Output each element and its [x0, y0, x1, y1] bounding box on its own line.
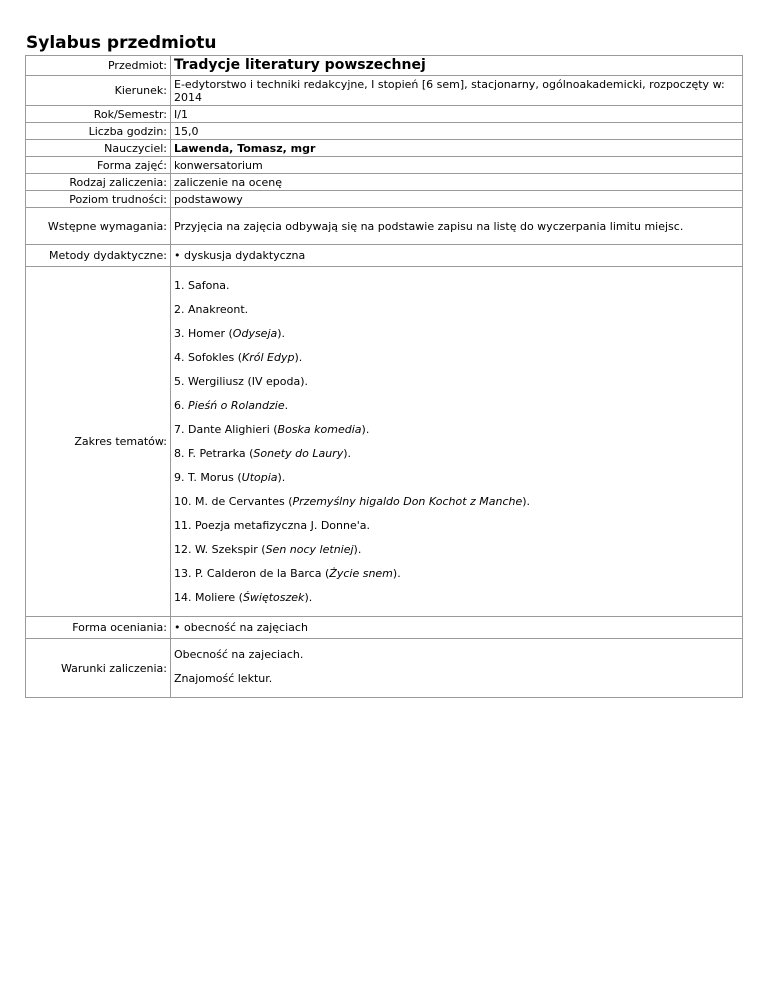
- value-nauczyciel: Lawenda, Tomasz, mgr: [171, 140, 743, 157]
- row-rodzaj: [26, 174, 743, 191]
- topic-suffix: .: [284, 399, 289, 412]
- topic-title: Odyseja: [232, 327, 278, 340]
- topic-text: 7. Dante Alighieri (: [174, 423, 278, 436]
- topic-title: Król Edyp: [242, 351, 295, 364]
- topic-text: 5. Wergiliusz (IV epoda).: [174, 375, 308, 388]
- topic-text: 14. Moliere (: [174, 591, 243, 604]
- topic-suffix: ).: [294, 351, 303, 364]
- topic-item: [174, 346, 739, 370]
- value-metody: [171, 245, 743, 267]
- subject-name: Tradycje literatury powszechnej: [171, 56, 743, 76]
- topics-list: [171, 267, 743, 617]
- row-forma: [26, 157, 743, 174]
- topic-item: [174, 442, 739, 466]
- label-przedmiot: Przedmiot:: [26, 56, 171, 76]
- value-poziom: podstawowy: [171, 191, 743, 208]
- row-warunki: [26, 639, 743, 698]
- label-godziny: Liczba godzin:: [26, 123, 171, 140]
- topic-text: 2. Anakreont.: [174, 303, 249, 316]
- topic-title: Życie snem: [329, 567, 393, 580]
- topic-suffix: ).: [343, 447, 352, 460]
- row-metody: [26, 245, 743, 267]
- topic-text: 12. W. Szekspir (: [174, 543, 266, 556]
- topic-suffix: ).: [361, 423, 370, 436]
- syllabus-table: [25, 55, 743, 698]
- topic-suffix: ).: [304, 591, 313, 604]
- topic-suffix: ).: [522, 495, 531, 508]
- row-zakres: [26, 267, 743, 617]
- label-nauczyciel: Nauczyciel:: [26, 140, 171, 157]
- value-godziny: 15,0: [171, 123, 743, 140]
- row-nauczyciel: [26, 140, 743, 157]
- topic-title: Pieśń o Rolandzie: [188, 399, 285, 412]
- topic-text: 10. M. de Cervantes (: [174, 495, 293, 508]
- row-wymagania: [26, 208, 743, 245]
- value-rodzaj: zaliczenie na ocenę: [171, 174, 743, 191]
- topic-suffix: ).: [277, 471, 286, 484]
- label-rodzaj: Rodzaj zaliczenia:: [26, 174, 171, 191]
- value-ocenianie: [171, 617, 743, 639]
- topic-item: [174, 322, 739, 346]
- label-ocenianie: Forma oceniania:: [26, 617, 171, 639]
- topic-suffix: ).: [353, 543, 362, 556]
- topic-title: Sonety do Laury: [253, 447, 344, 460]
- label-forma: Forma zajęć:: [26, 157, 171, 174]
- bullet-item: • obecność na zajęciach: [174, 621, 308, 634]
- topic-title: Świętoszek: [242, 591, 305, 604]
- topic-item: [174, 298, 739, 322]
- label-zakres: Zakres tematów:: [26, 267, 171, 617]
- topic-title: Sen nocy letniej: [265, 543, 354, 556]
- topic-item: [174, 490, 739, 514]
- topic-suffix: ).: [277, 327, 286, 340]
- topic-text: 9. T. Morus (: [174, 471, 242, 484]
- label-rok: Rok/Semestr:: [26, 106, 171, 123]
- label-kierunek: Kierunek:: [26, 76, 171, 106]
- row-godziny: [26, 123, 743, 140]
- value-wymagania: Przyjęcia na zajęcia odbywają się na podstawie zapisu na listę do wyczerpania limitu miejsc.: [171, 208, 743, 245]
- value-warunki: [171, 639, 743, 698]
- topic-item: [174, 274, 739, 298]
- label-poziom: Poziom trudności:: [26, 191, 171, 208]
- topic-text: 11. Poezja metafizyczna J. Donne'a.: [174, 519, 370, 532]
- topic-text: 4. Sofokles (: [174, 351, 243, 364]
- bullet-item: • dyskusja dydaktyczna: [174, 249, 305, 262]
- topic-text: 3. Homer (: [174, 327, 233, 340]
- topic-item: [174, 538, 739, 562]
- topic-title: Utopia: [241, 471, 278, 484]
- topic-item: [174, 586, 739, 610]
- topic-text: 8. F. Petrarka (: [174, 447, 254, 460]
- topic-title: Przemyślny higaldo Don Kochot z Manche: [292, 495, 523, 508]
- topic-item: [174, 370, 739, 394]
- topic-item: [174, 394, 739, 418]
- value-rok: I/1: [171, 106, 743, 123]
- label-warunki: Warunki zaliczenia:: [26, 639, 171, 698]
- topic-suffix: ).: [392, 567, 401, 580]
- condition-line: Znajomość lektur.: [174, 672, 273, 685]
- value-forma: konwersatorium: [171, 157, 743, 174]
- topic-title: Boska komedia: [277, 423, 362, 436]
- row-ocenianie: [26, 617, 743, 639]
- topic-text: 6.: [174, 399, 188, 412]
- row-kierunek: [26, 76, 743, 106]
- topic-text: 13. P. Calderon de la Barca (: [174, 567, 330, 580]
- value-kierunek: E-edytorstwo i techniki redakcyjne, I stopień [6 sem], stacjonarny, ogólnoakademicki, rozpoczęty w: 2014: [171, 76, 743, 106]
- row-rok: [26, 106, 743, 123]
- condition-line: Obecność na zajeciach.: [174, 648, 304, 661]
- page-title: Sylabus przedmiotu: [26, 33, 217, 53]
- topic-item: [174, 418, 739, 442]
- topic-item: [174, 514, 739, 538]
- topic-item: [174, 466, 739, 490]
- row-przedmiot: [26, 56, 743, 76]
- label-wymagania: Wstępne wymagania:: [26, 208, 171, 245]
- label-metody: Metody dydaktyczne:: [26, 245, 171, 267]
- row-poziom: [26, 191, 743, 208]
- topic-text: 1. Safona.: [174, 279, 230, 292]
- topic-item: [174, 562, 739, 586]
